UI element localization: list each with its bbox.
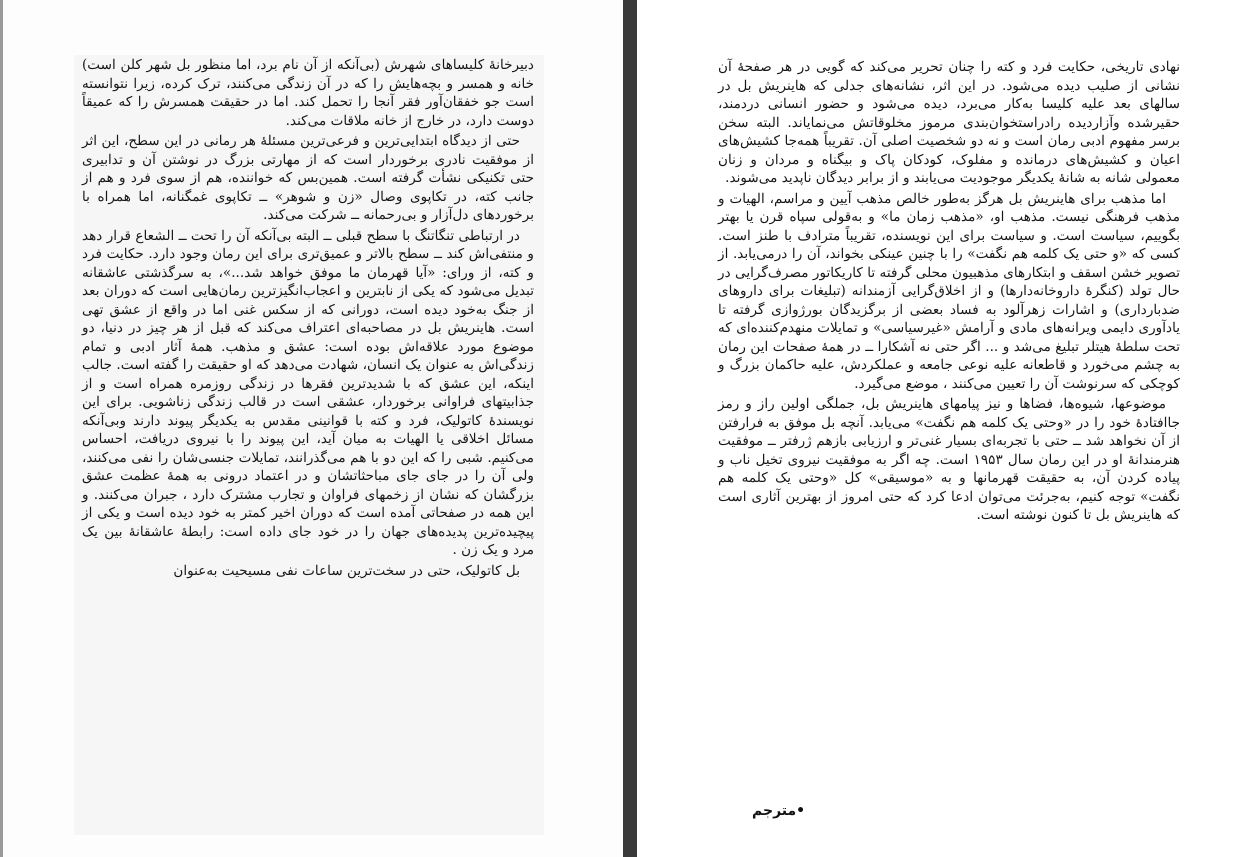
right-paragraph: موضوعها، شیوه‌ها، فضاها و نیز پیامهای هاینریش بل، جملگی اولین راز و رمز جاافتادۀ خود را در «وحتی یک کلمه هم نگفت» می‌یابد. آنچه بل موفق به فرارفتن از آن نخواهد شد ــ حتی با تجربه‌ای بسیار غنی‌تر و ارزیابی بازهم ژرفتر ــ موفقیت هنرمندانۀ او در این رمان سال ۱۹۵۳ است. چه اگر به موفقیت نیروی تخیل ناب و پیاده کردن آن، به حقیقت قهرمانها و به «موسیقی» کل «وحتی یک کلمه هم نگفت» توجه کنیم، به‌جرئت می‌توان ادعا کرد که حتی امروز از بهترین آثاری است که هاینریش بل تا کنون نوشته است. [718, 396, 1180, 523]
left-paragraph: در ارتباطی تنگاتنگ با سطح قبلی ــ البته بی‌آنکه آن را تحت ــ الشعاع قرار دهد و منتفی‌اش کند ــ سطح بالاتر و عمیق‌تری برای این رمان وجود دارد. حکایت فرد و کته، از ورای: «آیا قهرمان ما موفق خواهد شد...»، به سرگذشتی عاشقانه تبدیل می‌شود که یکی از نابترین و اعجاب‌انگیزترین رمان‌هایی است که دوران بعد از جنگ به‌خود دیده است، دورانی که از سکس غنی اما در واقع از عشق تهی است. هاینریش بل در مصاحبه‌ای اعتراف می‌کند که قبل از هر چیز در دنیا، دو موضوع مورد علاقه‌اش بوده است: عشق و مذهب. همۀ آثار ادبی و تمام زندگی‌اش به عنوان یک انسان، شهادت می‌دهد که او حقیقت را گفته است. جالب اینکه، این عشق که با شدیدترین فقرها در زندگی روزمره همراه است و از جذابیتهای فراوانی برخوردار، عشقی است در قالب زندگی زناشویی. برای این نویسندۀ کاتولیک، فرد و کته با قوانینی مقدس به یکدیگر پیوند دارند وبی‌آنکه مسائل اخلاقی یا الهیات به میان آید، این پیوند را با نیروی دریافت، احساس می‌کنیم. شبی را که این دو با هم می‌گذرانند، تمایلات جنسی‌شان را نفی می‌کنند، ولی آن را در جای جای مباحثاتشان و در اعتماد درونی به همۀ عظمت عشق بزرگشان که نشان از زخمهای فراوان و تجارب مشترک دارد ، جبران می‌کنند. و این همه در صفحاتی آمده است که دوران اخیر کمتر به خود دیده است و یکی از پیچیده‌ترین پدیده‌های جهان را در خود جای داده است: رابطۀ عاشقانۀ بین یک مرد و یک زن . [82, 227, 534, 558]
left-page-text [82, 56, 534, 582]
left-paragraph: بل کاتولیک، حتی در سخت‌ترین ساعات نفی مسیحیت به‌عنوان [173, 562, 520, 579]
right-page-text [718, 58, 1180, 527]
right-paragraph: اما مذهب برای هاینریش بل هرگز به‌طور خالص مذهب آیین و مراسم، الهیات و مذهب فرهنگی نیست. مذهب او، «مذهب زمان ما» و به‌قولی سپاه قرن یا بهتر بگوییم، سیاست است. و سیاست برای این نویسنده، تقریباً مترادف با طنز است. کسی که «و حتی یک کلمه هم نگفت» را با چنین عینکی بخواند، آن را درمی‌یابد. از تصویر خشن اسقف و ابتکارهای مذهبیون محلی گرفته تا کاریکاتور مصرف‌گرایی در حال تولد (کنگرۀ داروخانه‌دارها) و از اخلاق‌گرایی آزمندانه (تبلیغات برای داروهای ضدبارداری) و اشارات زهرآلود به فساد بعضی از برگزیدگان بورژوازی گرفته تا یادآوری دایمی ویرانه‌های مادی و آرامش «غیرسیاسی» و تمایلات منهدم‌کننده‌ای که تحت سلطۀ هیتلر تبلیغ می‌شد و ... اگر حتی نه آشکارا ــ در همۀ صفحات این رمان به چشم می‌خورد و قاطعانه علیه نوعی جامعه و عملکردش، علیه حاکمان بزرگ و کوچکی که سرنوشت آن را تعیین می‌کنند ، موضع می‌گیرد. [718, 190, 1180, 392]
translator-signature: •مترجم [752, 803, 806, 819]
right-paragraph: نهادی تاریخی، حکایت فرد و کته را چنان تحریر می‌کند که گویی در هر صفحۀ آن نشانی از صلیب دیده می‌شود. در این اثر، نشانه‌های جدلی که هاینریش بل در سالهای بعد علیه کلیسا به‌کار می‌برد، دیده می‌شود و حضور انسانی دردمند، حقیرشده وآزاردیده رادراستخوان‌بندی مرموز مخلوقاتش می‌نمایاند. البته سخن برسر مفهوم ادبی رمان است و نه دو شخصیت اصلی آن. تقریباً همه‌جا کشیش‌های اعیان و کشیش‌های درمانده و مفلوک، کودکان پاک و بیگناه و مردان و زنان معمولی شانه به شانۀ یکدیگر موجودیت می‌یابند و از برابر دیدگان ناپدید می‌شوند. [718, 59, 1180, 186]
left-paragraph: دبیرخانۀ کلیساهای شهرش (بی‌آنکه از آن نام برد، اما منظور بل شهر کلن است) خانه و همسر و بچه‌هایش را که در آن زندگی می‌کنند، ترک کرده، زیرا نتوانسته است جو خفقان‌آور فقر آنجا را تحمل کند. اما در حقیقت همسرش را که عمیقاً دوست دارد، در خارج از خانه ملاقات می‌کند. [82, 57, 534, 129]
book-gutter [623, 0, 637, 857]
left-paragraph: حتی از دیدگاه ابتدایی‌ترین و فرعی‌ترین مسئلۀ هر رمانی در این سطح، این اثر از موفقیت نادری برخوردار است که از مهارتی بزرگ در نوشتن آن و تدابیری حتی تکنیکی نشأت گرفته است. همین‌بس که خواننده، هم از سوی فرد و هم از جانب کته، در تکاپوی وصال «زن و شوهر» ــ تکاپوی غمگنانه، اما همراه با برخوردهای دل‌آزار و بی‌رحمانه ــ شرکت می‌کند. [82, 133, 534, 223]
